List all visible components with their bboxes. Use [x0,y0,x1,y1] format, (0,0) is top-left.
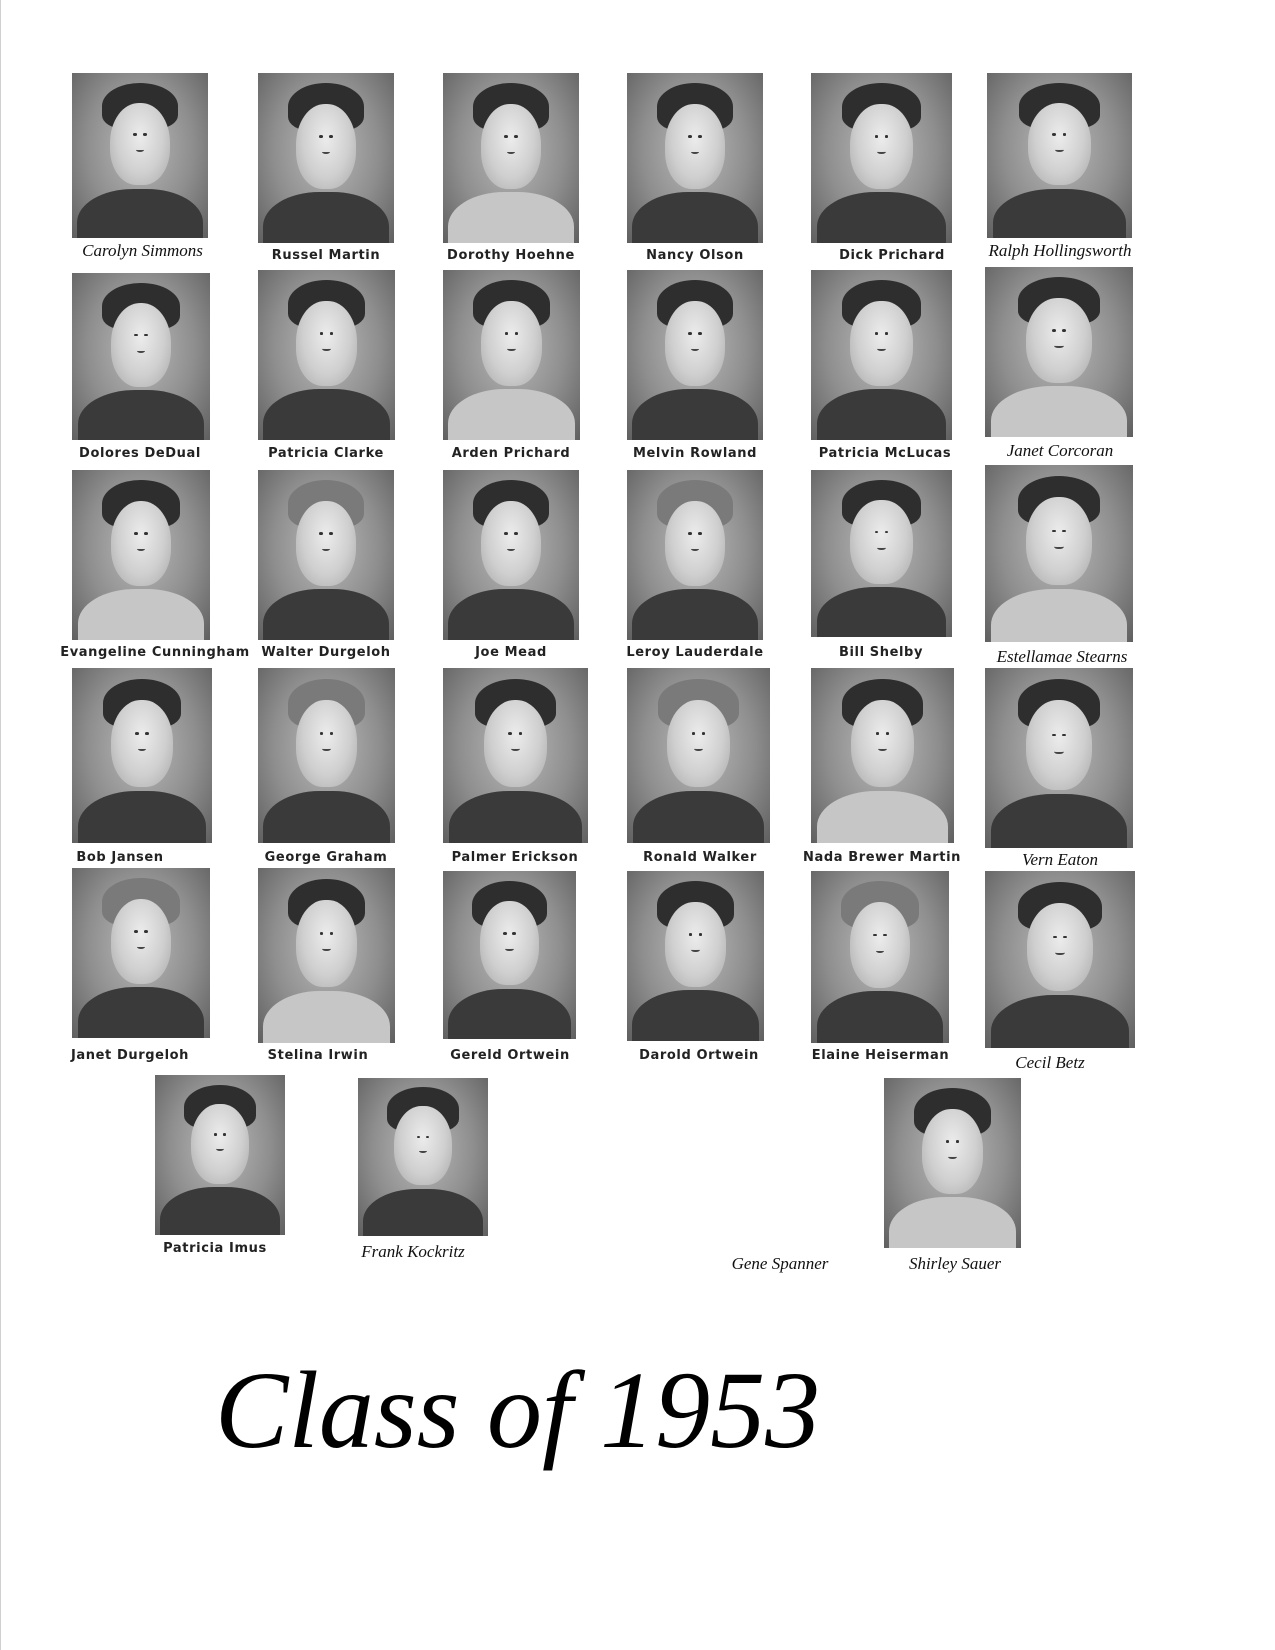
student-name: Vern Eaton [1021,850,1099,869]
portrait-elaine-heiserman [811,871,949,1043]
portrait-dorothy-hoehne [443,73,579,243]
student-name: Stelina Irwin [267,1048,369,1063]
student-name: Darold Ortwein [639,1048,759,1063]
page-title: Class of 1953 [215,1349,821,1471]
student-name: Walter Durgeloh [261,645,391,660]
portrait-dolores-dedual [72,273,210,440]
student-name: Janet Corcoran [1006,441,1114,460]
portrait-bill-shelby [811,470,952,637]
portrait-stelina-irwin [258,868,395,1043]
portrait-frank-kockritz [358,1078,488,1236]
student-name: Janet Durgeloh [70,1048,190,1063]
portrait-janet-corcoran [985,267,1133,437]
portrait-ralph-hollingsworth [987,73,1132,238]
portrait-janet-durgeloh [72,868,210,1038]
portrait-evangeline-cunningham [72,470,210,640]
portrait-dick-prichard [811,73,952,243]
portrait-nancy-olson [627,73,763,243]
student-name: Evangeline Cunningham [60,645,250,660]
student-name: Melvin Rowland [632,446,758,461]
student-name: Patricia McLucas [818,446,952,461]
portrait-vern-eaton [985,668,1133,848]
student-name: Shirley Sauer [908,1254,1002,1273]
portrait-gereld-ortwein [443,871,576,1039]
portrait-joe-mead [443,470,579,640]
student-name: George Graham [264,850,388,865]
portrait-nada-brewer-martin [811,668,954,843]
portrait-leroy-lauderdale [627,470,763,640]
student-name: Patricia Clarke [268,446,384,461]
student-name: Russel Martin [271,248,381,263]
student-name: Leroy Lauderdale [626,645,764,660]
student-name: Gereld Ortwein [450,1048,570,1063]
portrait-patricia-mclucas [811,270,952,440]
portrait-george-graham [258,668,395,843]
portrait-patricia-clarke [258,270,395,440]
student-name: Ralph Hollingsworth [988,241,1132,260]
portrait-carolyn-simmons [72,73,208,238]
page-edge [0,0,1,1650]
student-name: Ronald Walker [643,850,757,865]
student-name: Carolyn Simmons [82,241,203,260]
student-name: Nancy Olson [646,248,744,263]
student-name: Dick Prichard [839,248,945,263]
student-name: Frank Kockritz [361,1242,465,1261]
student-name: Joe Mead [475,645,547,660]
portrait-estellamae-stearns [985,465,1133,642]
student-name: Arden Prichard [451,446,571,461]
student-name: Gene Spanner [731,1254,829,1273]
portrait-shirley-sauer [884,1078,1021,1248]
student-name: Dolores DeDual [79,446,201,461]
portrait-ronald-walker [627,668,770,843]
student-name: Patricia Imus [163,1241,267,1256]
portrait-patricia-imus [155,1075,285,1235]
portrait-palmer-erickson [443,668,588,843]
portrait-darold-ortwein [627,871,764,1041]
portrait-arden-prichard [443,270,580,440]
student-name: Nada Brewer Martin [802,850,961,865]
student-name: Bob Jansen [76,850,164,865]
portrait-walter-durgeloh [258,470,394,640]
student-name: Bill Shelby [838,645,924,660]
student-name: Palmer Erickson [451,850,579,865]
portrait-cecil-betz [985,871,1135,1048]
student-name: Dorothy Hoehne [447,248,575,263]
student-name: Estellamae Stearns [996,647,1128,666]
portrait-russel-martin [258,73,394,243]
portrait-melvin-rowland [627,270,763,440]
portrait-bob-jansen [72,668,212,843]
student-name: Elaine Heiserman [811,1048,950,1063]
student-name: Cecil Betz [1015,1053,1085,1072]
